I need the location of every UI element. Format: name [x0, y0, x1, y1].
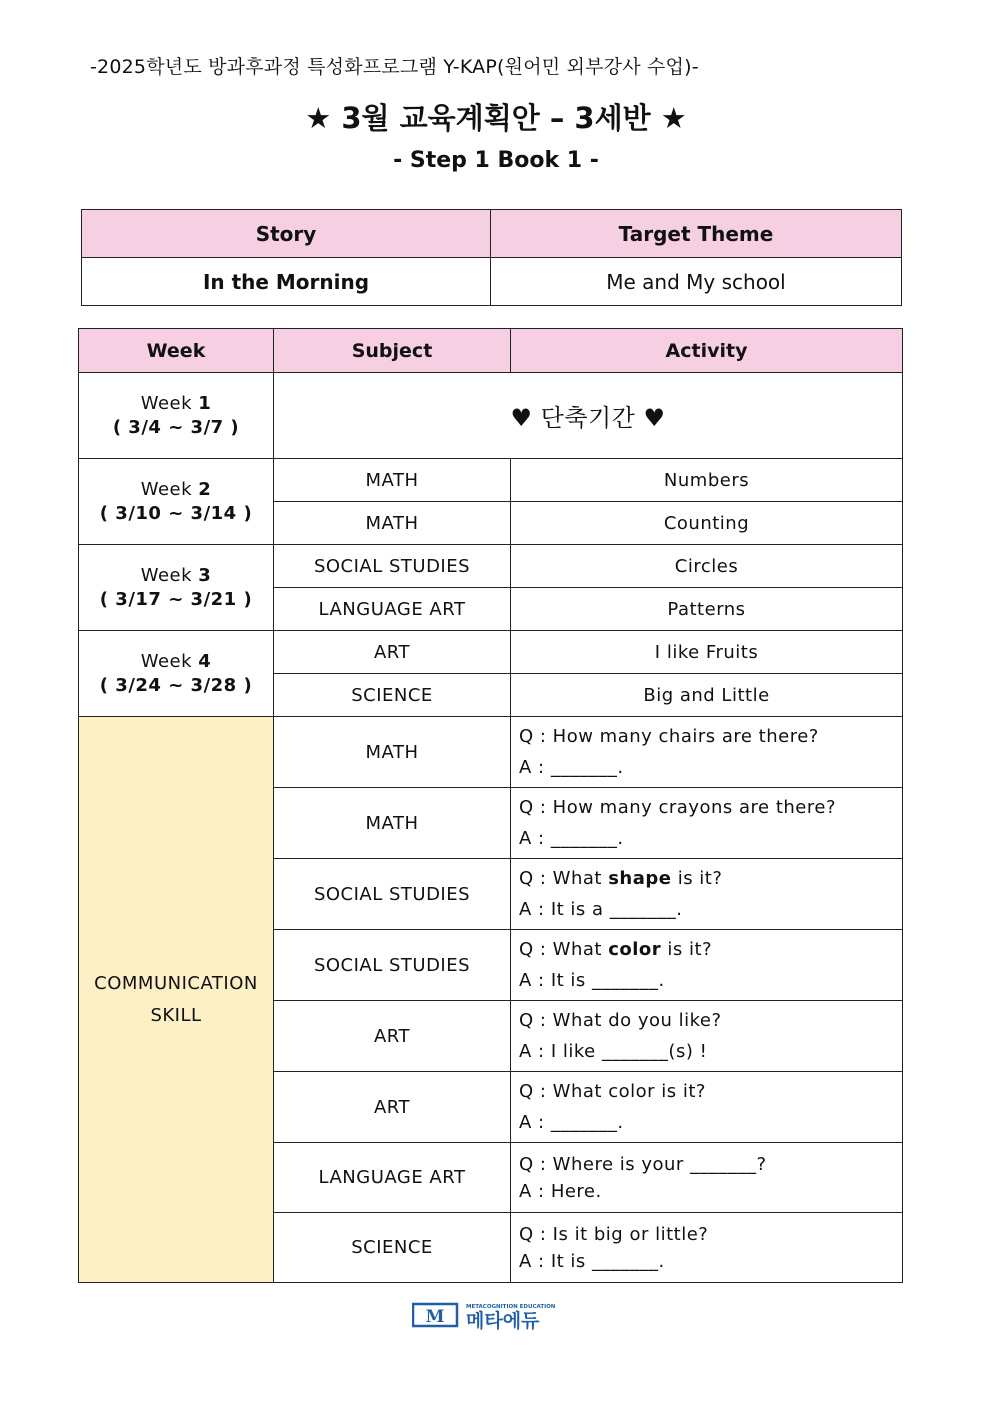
qa-cell — [511, 1143, 903, 1213]
week-label: Week — [140, 478, 193, 500]
question-keyword: shape — [608, 868, 672, 889]
question-suffix: is it? — [671, 868, 723, 889]
qa-cell — [511, 717, 903, 788]
metaedu-logo — [412, 1300, 572, 1330]
subject-cell: MATH — [274, 459, 511, 502]
logo-m-letter: M — [425, 1307, 445, 1327]
question: Q : Is it big or little? — [519, 1223, 709, 1245]
activity-header: Activity — [511, 329, 903, 373]
subject-cell: MATH — [274, 788, 511, 859]
week-number: 3 — [198, 564, 212, 586]
week-label: Week — [140, 564, 193, 586]
logo-small-text: METACOGNITION EDUCATION — [466, 1304, 556, 1310]
answer: A : _______. — [519, 757, 624, 778]
activity-cell: Big and Little — [511, 674, 903, 717]
program-header: -2025학년도 방과후과정 특성화프로그램 Y-KAP(원어민 외부강사 수업)- — [90, 56, 699, 78]
story-header: Story — [82, 210, 491, 258]
subject-cell: SCIENCE — [274, 1213, 511, 1283]
question-prefix: Q : What — [519, 868, 609, 889]
answer: A : It is _______. — [519, 970, 665, 991]
communication-label: COMMUNICATION — [94, 972, 258, 994]
subject-cell: MATH — [274, 717, 511, 788]
qa-cell — [511, 859, 903, 930]
answer: A : It is _______. — [519, 1250, 665, 1272]
question — [519, 863, 894, 894]
week-number: 4 — [198, 650, 212, 672]
activity-cell: Counting — [511, 502, 903, 545]
question-prefix: Q : What — [519, 939, 609, 960]
question: Q : How many crayons are there? — [519, 797, 837, 818]
subject-header: Subject — [274, 329, 511, 373]
page-title: ★ 3월 교육계획안 – 3세반 ★ — [305, 101, 687, 135]
week-number: 2 — [198, 478, 212, 500]
week-label: Week — [140, 650, 193, 672]
activity-cell: Circles — [511, 545, 903, 588]
week-dates: ( 3/24 ~ 3/28 ) — [99, 674, 253, 696]
page-subtitle: - Step 1 Book 1 - — [393, 148, 599, 173]
question: Q : What color is it? — [519, 1081, 706, 1102]
answer: A : It is a _______. — [519, 899, 683, 920]
subject-cell: SOCIAL STUDIES — [274, 930, 511, 1001]
qa-cell — [511, 1213, 903, 1283]
question: Q : What do you like? — [519, 1010, 722, 1031]
question-suffix: is it? — [661, 939, 713, 960]
qa-cell — [511, 930, 903, 1001]
answer: A : _______. — [519, 1112, 624, 1133]
story-table — [81, 209, 902, 306]
question: Q : How many chairs are there? — [519, 726, 819, 747]
qa-cell — [511, 1072, 903, 1143]
short-period-note: ♥ 단축기간 ♥ — [274, 373, 903, 459]
week-2-cell — [79, 459, 274, 545]
question — [519, 934, 894, 965]
activity-cell: Patterns — [511, 588, 903, 631]
subject-cell: SOCIAL STUDIES — [274, 545, 511, 588]
logo-brand-text: 메타에듀 — [466, 1310, 540, 1330]
answer: A : _______. — [519, 828, 624, 849]
subject-cell: ART — [274, 1001, 511, 1072]
answer: A : Here. — [519, 1180, 602, 1202]
week-number: 1 — [198, 392, 212, 414]
week-dates: ( 3/10 ~ 3/14 ) — [99, 502, 253, 524]
communication-skill-cell — [79, 717, 274, 1283]
question-keyword: color — [608, 939, 662, 960]
activity-cell: Numbers — [511, 459, 903, 502]
week-header: Week — [79, 329, 274, 373]
activity-cell: I like Fruits — [511, 631, 903, 674]
subject-cell: MATH — [274, 502, 511, 545]
week-label: Week — [140, 392, 193, 414]
subject-cell: ART — [274, 1072, 511, 1143]
week-1-cell — [79, 373, 274, 459]
qa-cell — [511, 1001, 903, 1072]
plan-table — [78, 328, 903, 1283]
qa-cell — [511, 788, 903, 859]
subject-cell: ART — [274, 631, 511, 674]
question: Q : Where is your _______? — [519, 1153, 767, 1175]
target-theme-header: Target Theme — [491, 210, 902, 258]
week-dates: ( 3/17 ~ 3/21 ) — [99, 588, 253, 610]
week-3-cell — [79, 545, 274, 631]
story-title: In the Morning — [82, 258, 491, 306]
subject-cell: SOCIAL STUDIES — [274, 859, 511, 930]
answer: A : I like _______(s) ! — [519, 1041, 708, 1062]
subject-cell: SCIENCE — [274, 674, 511, 717]
week-4-cell — [79, 631, 274, 717]
subject-cell: LANGUAGE ART — [274, 1143, 511, 1213]
subject-cell: LANGUAGE ART — [274, 588, 511, 631]
week-dates: ( 3/4 ~ 3/7 ) — [112, 416, 240, 438]
target-theme: Me and My school — [491, 258, 902, 306]
skill-label: SKILL — [150, 1004, 202, 1026]
